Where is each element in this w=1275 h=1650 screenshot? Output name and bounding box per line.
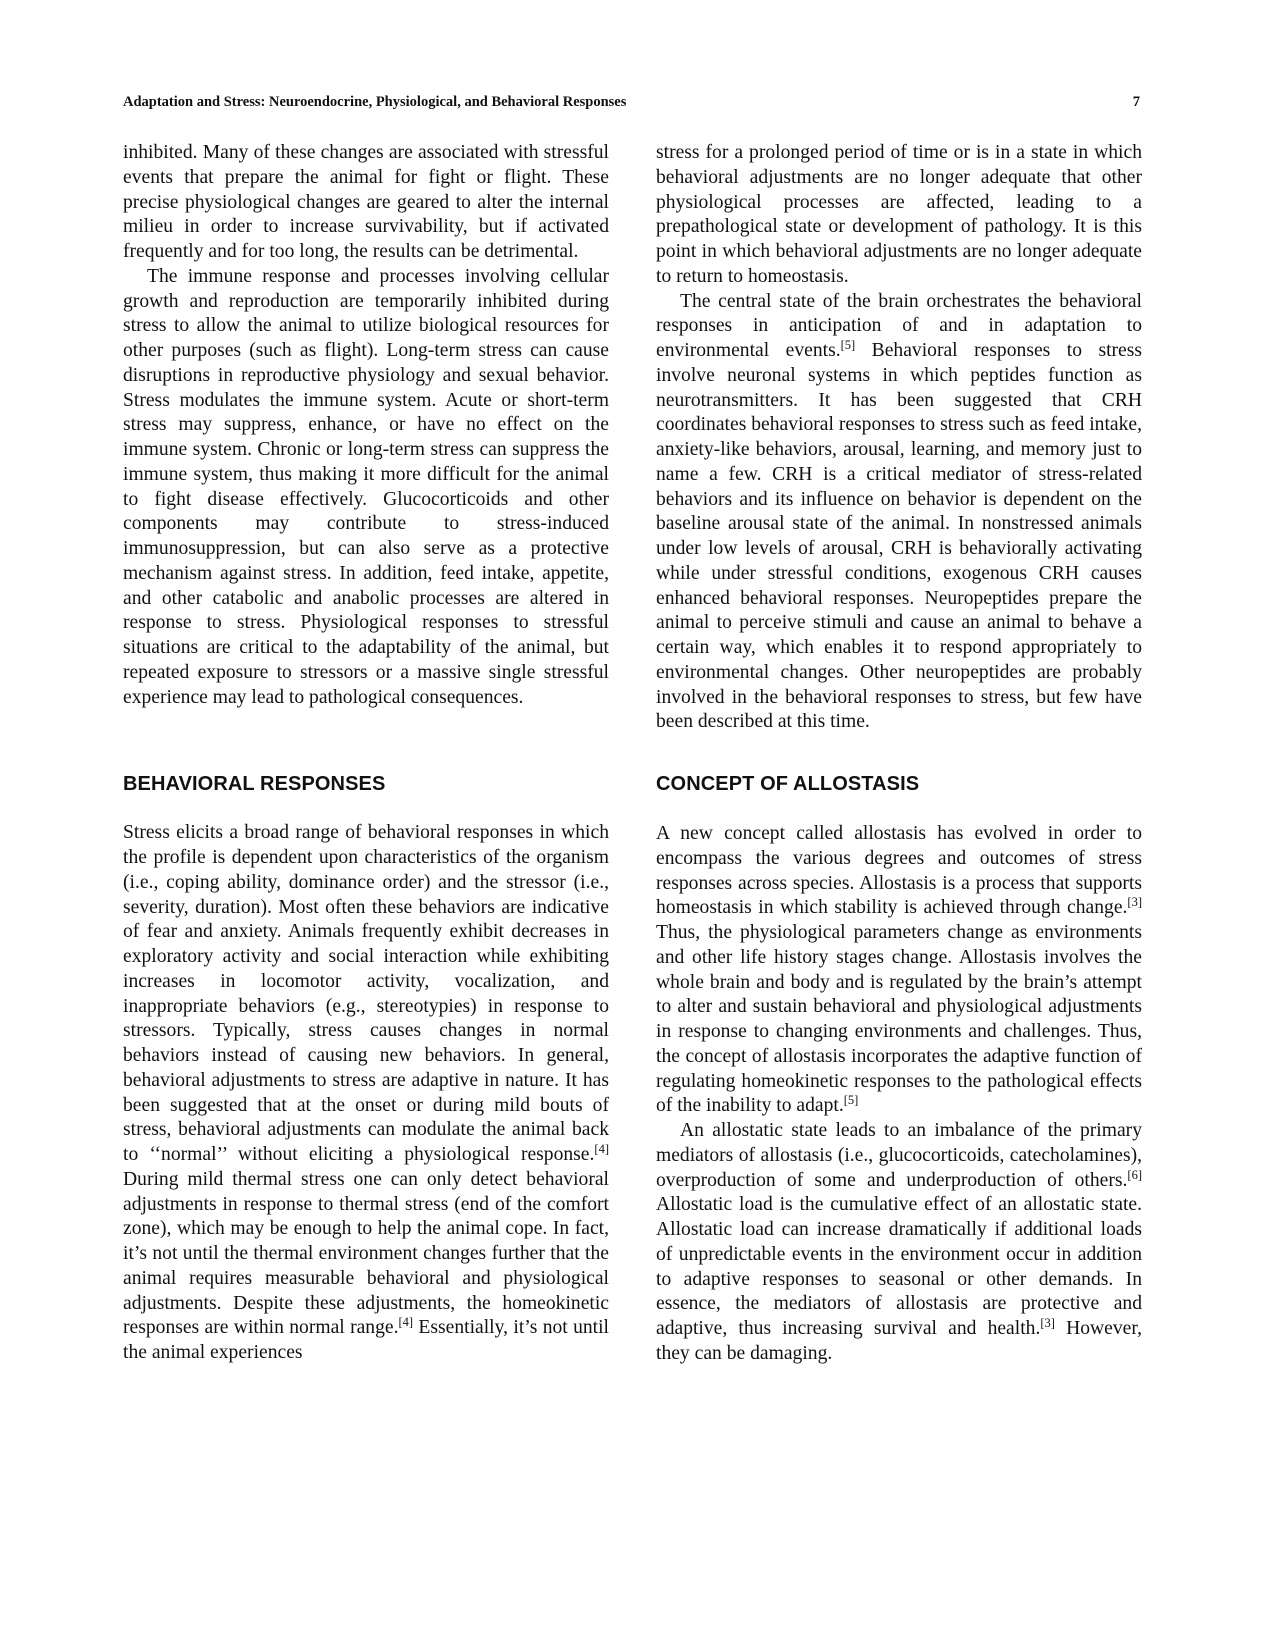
- section-heading-behavioral-responses: BEHAVIORAL RESPONSES: [123, 773, 386, 796]
- section-heading-concept-of-allostasis: CONCEPT OF ALLOSTASIS: [656, 773, 920, 795]
- citation-ref: [3]: [1127, 895, 1142, 910]
- text-run: Essentially, it’s not until the animal experiences: [123, 1317, 610, 1363]
- paragraph: [123, 821, 609, 1366]
- text-run: A new concept called allostasis has evolved in order to encompass the various degrees and outcomes of stress responses across species. Allostasis is a process that supports homeostasis in which stability is achieved through change.: [656, 823, 1142, 919]
- text-run: An allostatic state leads to an imbalance of the primary mediators of allostasis (i.e., glucocorticoids, catecholamines), overproduction of some and underproduction of others.: [656, 1120, 1142, 1191]
- text-run: During mild thermal stress one can only detect behavioral adjustments in response to thermal stress (end of the comfort zone), which may be enough to help the animal cope. In fact, it’s not until the thermal environment changes further that the animal requires measurable behavioral and physiological adjustments. Despite these adjustments, the homeokinetic responses are within normal range.: [123, 1168, 609, 1339]
- paragraph: The immune response and processes involving cellular growth and reproduction are temporarily inhibited during stress to allow the animal to utilize biological resources for other purposes (such as flight). Long-term stress can cause disruptions in reproductive physiology and sexual behavior. Stress modulates the immune system. Acute or short-term stress may suppress, enhance, or have no effect on the immune system. Chronic or long-term stress can suppress the immune system, thus making it more difficult for the animal to fight disease effectively. Glucocorticoids and other components may contribute to stress-induced immunosuppression, but can also serve as a protective mechanism against stress. In addition, feed intake, appetite, and other catabolic and anabolic processes are altered in response to stress. Physiological responses to stressful situations are critical to the adaptability of the animal, but repeated exposure to stressors or a massive single stressful experience may lead to pathological consequences.: [123, 265, 609, 708]
- running-title: Adaptation and Stress: Neuroendocrine, Physiological, and Behavioral Responses: [123, 94, 627, 110]
- text-run: Stress elicits a broad range of behavioral responses in which the profile is dependent upon characteristics of the organism (i.e., coping ability, dominance order) and the stressor (i.e., severity, duration). Most often these behaviors are indicative of fear and anxiety. Animals frequently exhibit decreases in exploratory activity and social interaction while exhibiting increases in locomotor activity, vocalization, and inappropriate behaviors (e.g., stereotypies) in response to stressors. Typically, stress causes changes in normal behaviors instead of causing new behaviors. In general, behavioral adjustments to stress are adaptive in nature. It has been suggested that at the onset or during mild bouts of stress, behavioral adjustments can modulate the animal back to ‘‘normal’’ without eliciting a physiological response.: [123, 822, 609, 1165]
- text-run: The central state of the brain orchestrates the behavioral responses in anticipation of and in adaptation to environmental events.: [656, 290, 1142, 361]
- paragraph: [656, 1119, 1142, 1367]
- left-column: [123, 141, 609, 1366]
- text-run: However, they can be damaging.: [656, 1318, 1142, 1364]
- page-number: 7: [1132, 94, 1140, 110]
- paragraph: [656, 822, 1142, 1119]
- text-run: Thus, the physiological parameters change as environments and other life history stages change. Allostasis involves the whole brain and body and is regulated by the brain’s attempt to alter and sustain behavioral and physiological adjustments in response to changing environments and challenges. Thus, the concept of allostasis incorporates the adaptive function of regulating homeokinetic responses to the pathological effects of the inability to adapt.: [656, 922, 1142, 1117]
- paragraph: stress for a prolonged period of time or is in a state in which behavioral adjustments are no longer adequate that other physiological processes are affected, leading to a prepathological state or development of pathology. It is this point in which behavioral adjustments are no longer adequate to return to homeostasis.: [656, 142, 1142, 287]
- paragraph: [656, 290, 1142, 736]
- citation-ref: [5]: [840, 338, 856, 352]
- citation-ref: [4]: [594, 1142, 609, 1156]
- text-run: Behavioral responses to stress involve neuronal systems in which peptides function as neurotransmitters. It has been suggested that CRH coordinates behavioral responses to stress such as feed intake, anxiety-like behaviors, arousal, learning, and memory just to name a few. CRH is a critical mediator of stress-related behaviors and its influence on behavior is dependent on the baseline arousal state of the animal. In nonstressed animals under low levels of arousal, CRH is behaviorally activating while under stressful conditions, exogenous CRH causes enhanced behavioral responses. Neuropeptides prepare the animal to perceive stimuli and cause an animal to behave a certain way, which enables it to respond appropriately to environmental changes. Other neuropeptides are probably involved in the behavioral responses to stress, but few have been described at this time.: [656, 340, 1142, 733]
- citation-ref: [3]: [1040, 1316, 1055, 1330]
- running-header: [123, 93, 1140, 111]
- right-column: [656, 141, 1142, 1367]
- citation-ref: [5]: [843, 1093, 859, 1108]
- citation-ref: [4]: [398, 1315, 414, 1330]
- text-run: Allostatic load is the cumulative effect of an allostatic state. Allostatic load can increase dramatically if additional loads of unpredictable events in the environment occur in addition to adaptive responses to seasonal or other demands. In essence, the mediators of allostasis are protective and adaptive, thus increasing survival and health.: [656, 1194, 1142, 1339]
- paragraph: inhibited. Many of these changes are associated with stressful events that prepare the animal for fight or flight. These precise physiological changes are geared to alter the internal milieu in order to increase survivability, but if activated frequently and for too long, the results can be detrimental.: [123, 142, 609, 262]
- citation-ref: [6]: [1127, 1167, 1142, 1182]
